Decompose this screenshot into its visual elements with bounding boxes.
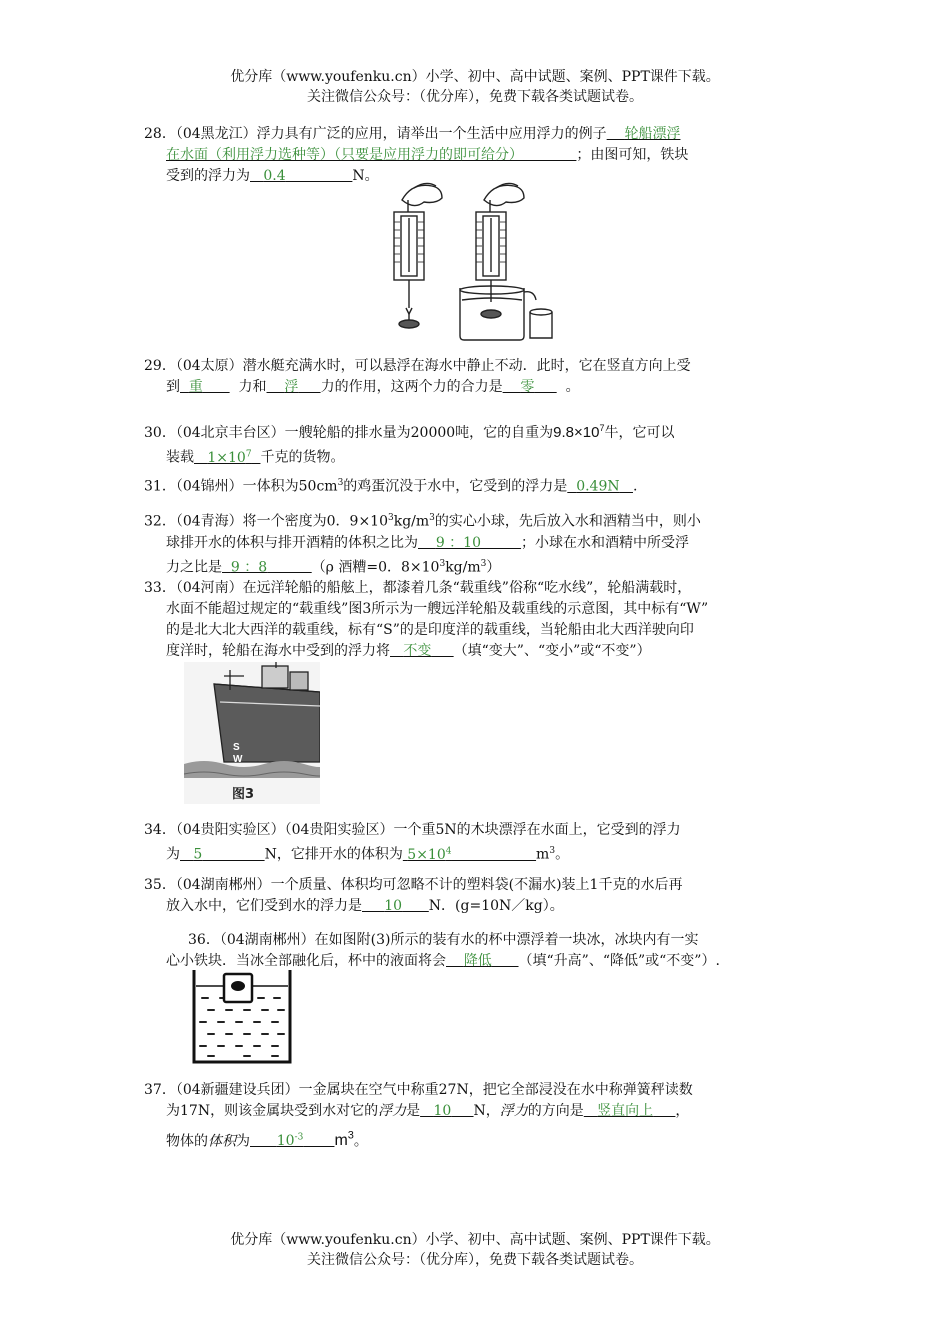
answer-33: 不变 bbox=[403, 643, 432, 659]
answer-37-1: 10 bbox=[433, 1103, 452, 1119]
weight-value: $9.8\times 10^7$ bbox=[553, 423, 605, 441]
answer-30: $1\times 10^7$ bbox=[207, 449, 252, 466]
question-28: 28．（04黑龙江）浮力具有广泛的应用，请举出一个生活中应用浮力的例子 轮船漂浮 在水面（利用浮力选种等）（只要是应用浮力的即可给分） ；由图可知，铁块 受到的浮力为 0.4 N。 bbox=[144, 126, 689, 184]
unit-m3: $m^3$ bbox=[334, 1130, 354, 1150]
answer-34-1: 5 bbox=[193, 846, 203, 863]
footer-line-1: 优分库（www.youfenku.cn）小学、初中、高中试题、案例、PPT课件下载。 bbox=[230, 1232, 720, 1248]
answer-28-1a: 轮船漂浮 bbox=[624, 126, 681, 142]
answer-32-1: 9 ：10 bbox=[435, 534, 481, 551]
question-37: 37．（04新疆建设兵团）一金属块在空气中称重27N，把它全部浸没在水中称弹簧秤读数 为17N，则该金属块受到水对它的浮力是 10 N，浮力的方向是 竖直向上 ， 物体的体积为 $10^{-3}$ $m^3$。 bbox=[144, 1082, 693, 1150]
answer-34-2: $5\times 10^4$ bbox=[407, 846, 452, 863]
answer-28-1b: 在水面（利用浮力选种等）（只要是应用浮力的即可给分） bbox=[166, 147, 523, 163]
figure-3-label: 图3 bbox=[232, 787, 255, 802]
spring-scale-figure bbox=[380, 178, 570, 343]
question-35: 35．（04湖南郴州）一个质量、体积均可忽略不计的塑料袋(不漏水)装上1千克的水后再 放入水中，它们受到水的浮力是 10 N．(g=10N／kg）。 bbox=[144, 877, 683, 914]
header-line-2: 关注微信公众号：（优分库），免费下载各类试题试卷。 bbox=[307, 89, 643, 105]
answer-35: 10 bbox=[384, 898, 403, 914]
ship-figure bbox=[184, 662, 320, 804]
answer-29-3: 零 bbox=[520, 379, 535, 395]
answer-37-3: $10^{-3}$ bbox=[276, 1132, 304, 1150]
answer-29-2: 浮 bbox=[284, 379, 299, 395]
answer-29-1: 重 bbox=[188, 379, 203, 395]
question-33: 33．（04河南）在远洋轮船的船舷上，都漆着几条“载重线”俗称“吃水线”，轮船满载时， 水面不能超过规定的“载重线”图3所示为一艘远洋轮船及载重线的示意图，其中标有“W” 的是北大北大西洋的载重线，标有“S”的是印度洋的载重线，当轮船由北大西洋驶向印 度洋时，轮船在海水中受到的浮力将 不变 （填“变大”、“变小”或“不变”） bbox=[144, 580, 709, 659]
mark-w: W bbox=[233, 754, 243, 765]
answer-36: 降低 bbox=[463, 953, 492, 969]
question-29: 29．（04太原）潜水艇充满水时，可以悬浮在海水中静止不动．此时，它在竖直方向上受 到 重 力和 浮 力的作用，这两个力的合力是 零 。 bbox=[144, 358, 691, 395]
question-34: 34．（04贵阳实验区）（04贵阳实验区）一个重5N的木块漂浮在水面上，它受到的浮力 为 5 N，它排开水的体积为 $5\times 10^4$ $m^3$。 bbox=[144, 822, 681, 863]
answer-32-2: 9 ：8 bbox=[230, 559, 268, 576]
question-31: 31．（04锦州）一体积为$50cm^3$的鸡蛋沉没于水中，它受到的浮力是 0.49N . bbox=[144, 478, 638, 495]
mark-s: S bbox=[233, 742, 240, 753]
answer-37-2: 竖直向上 bbox=[597, 1103, 654, 1119]
question-30: 30．（04北京丰台区）一艘轮船的排水量为20000吨，它的自重为$9.8\times 10^7$牛，它可以 装载 $1\times 10^7$ 千克的货物。 bbox=[144, 423, 675, 466]
answer-31: 0.49N bbox=[576, 478, 620, 495]
footer-line-2: 关注微信公众号：（优分库），免费下载各类试题试卷。 bbox=[307, 1252, 643, 1268]
answer-28-2: 0.4 bbox=[263, 168, 286, 184]
ice-cup-figure bbox=[188, 968, 296, 1066]
question-36: 36．（04湖南郴州）在如图附(3)所示的装有水的杯中漂浮着一块冰，冰块内有一实 心小铁块．当冰全部融化后，杯中的液面将会 降低 （填“升高”、“降低”或“不变”）. bbox=[166, 932, 720, 969]
question-32: 32．（04青海）将一个密度为0．$9\times 10^3kg/m^3$的实心小球，先后放入水和酒精当中，则小 球排开水的体积与排开酒精的体积之比为 9 ：10 ；小球在水和酒精中所受浮 力之比是 9 ：8 （ρ 酒糟=0．$8\times 10^3kg/m^3$） bbox=[144, 513, 701, 576]
header-line-1: 优分库（www.youfenku.cn）小学、初中、高中试题、案例、PPT课件下载。 bbox=[230, 69, 720, 85]
